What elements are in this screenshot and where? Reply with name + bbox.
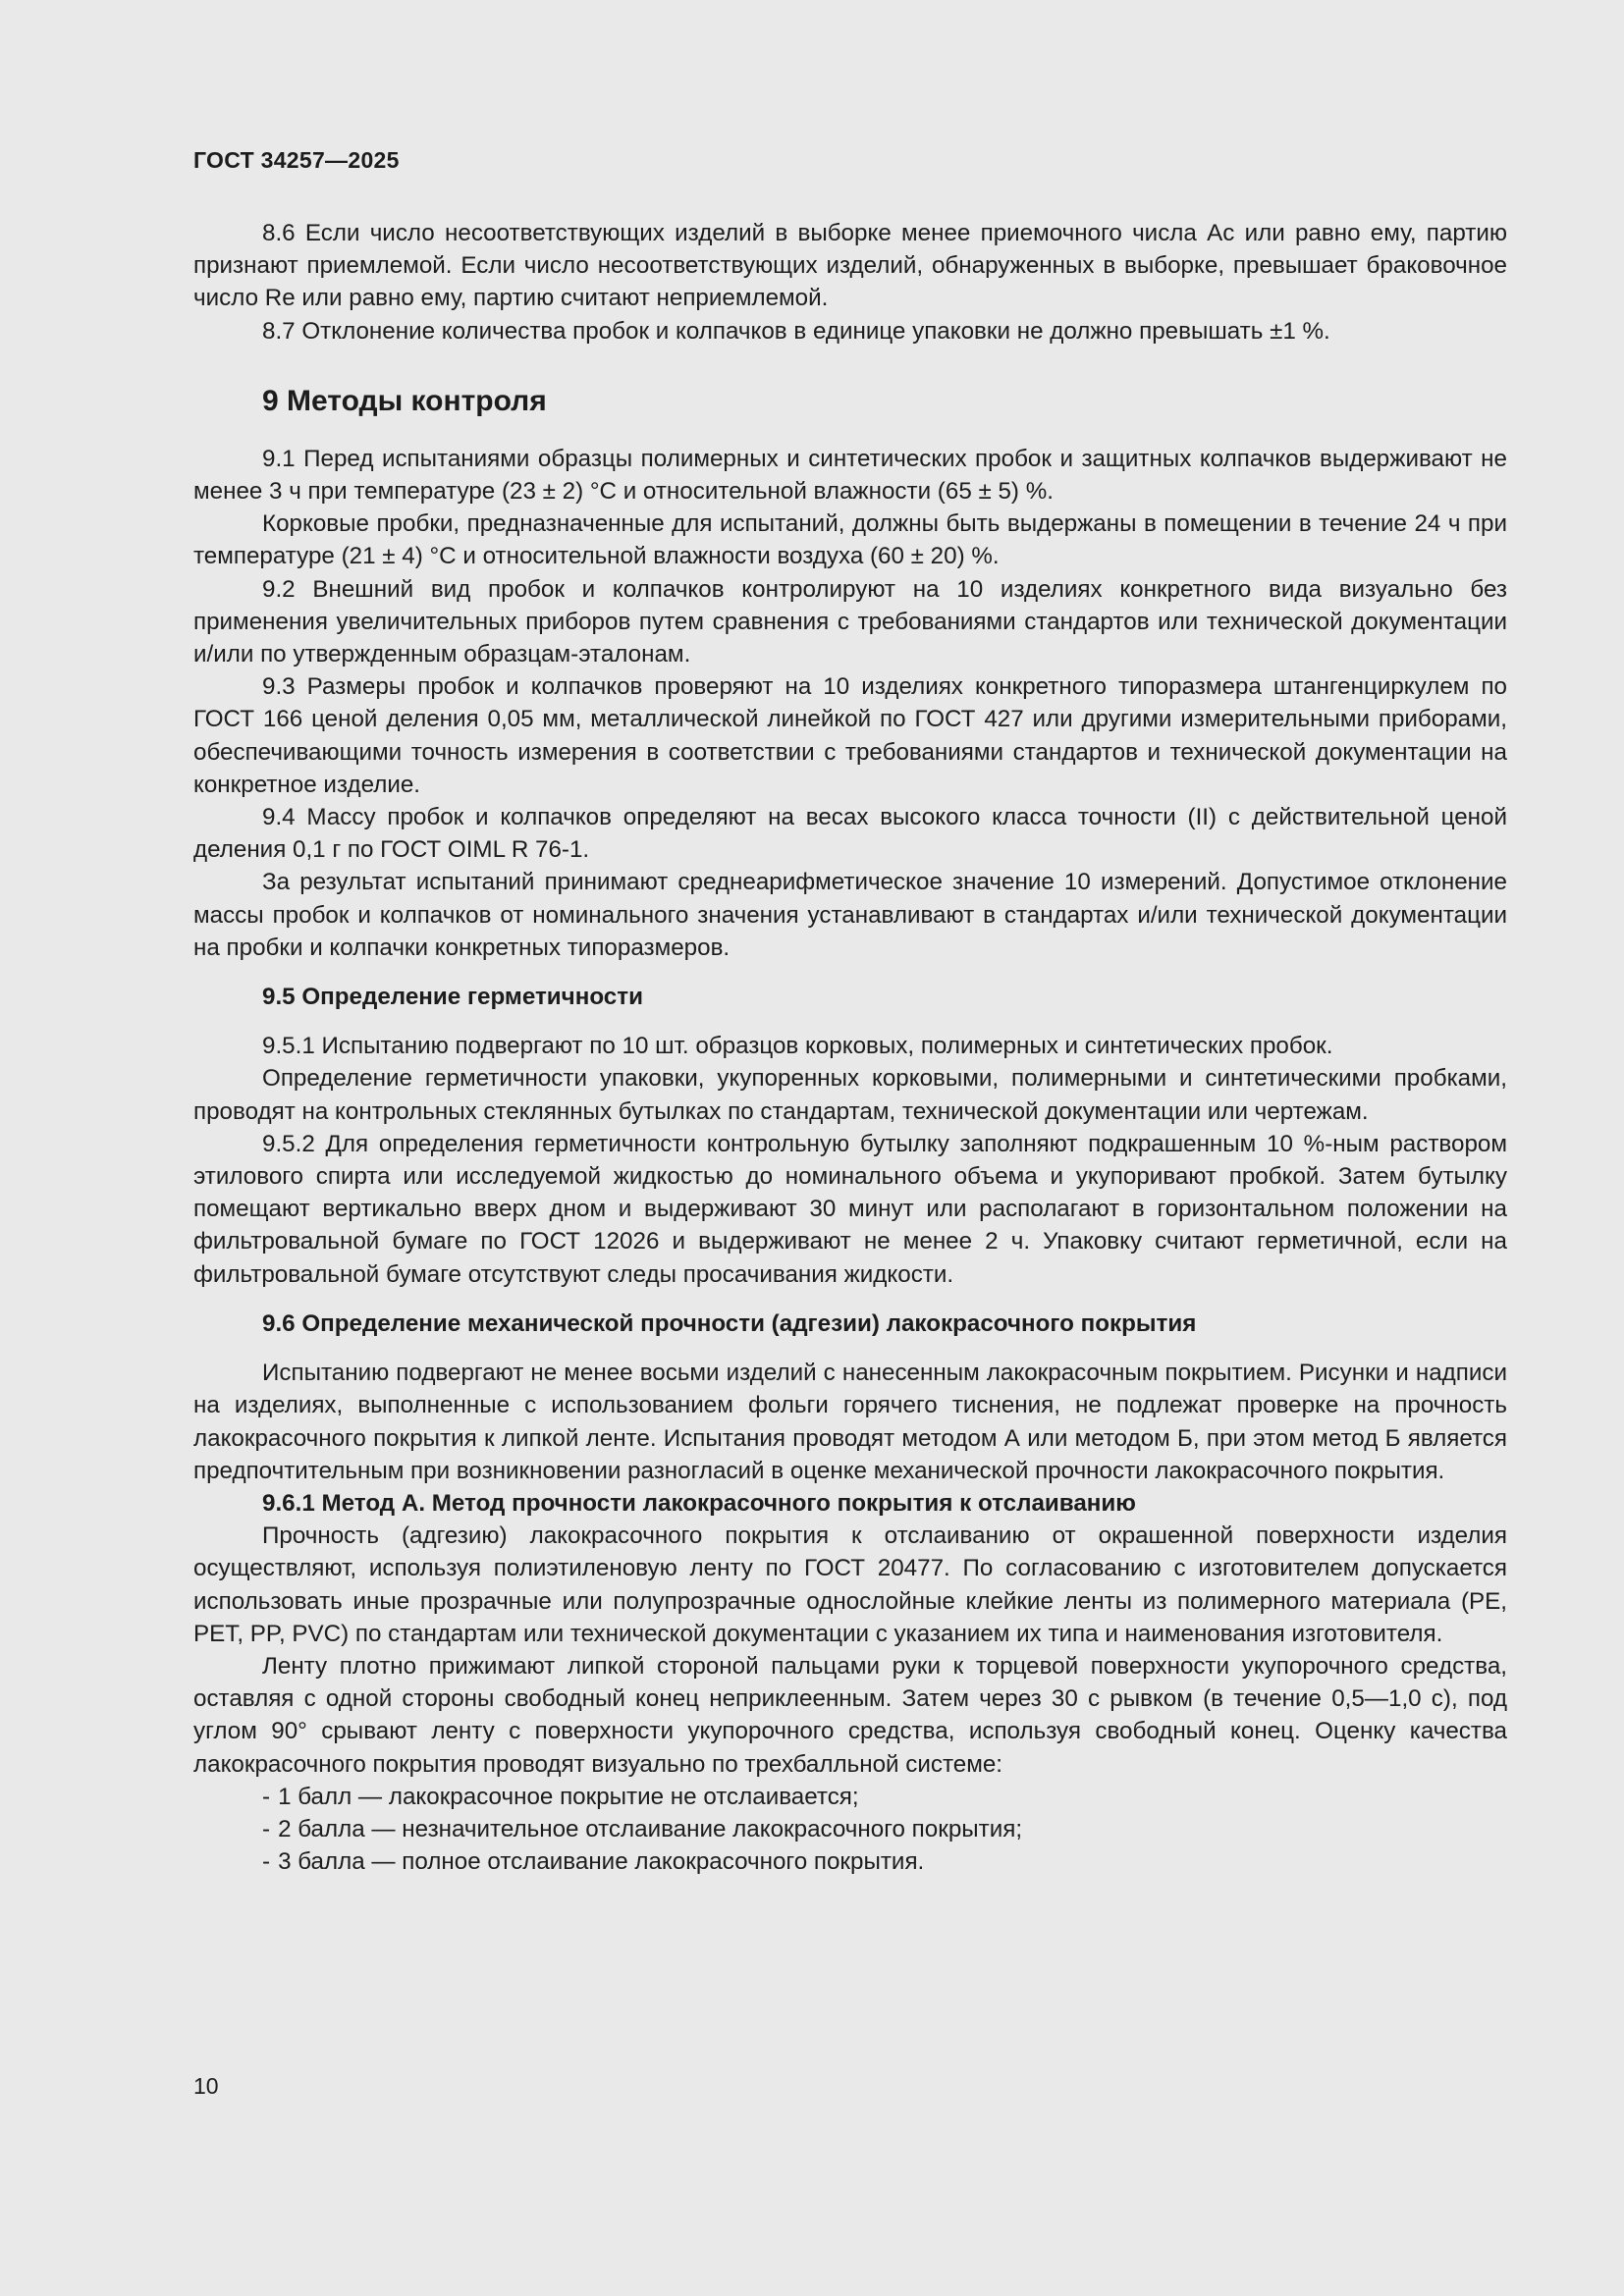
rating-scale-list (193, 1781, 1507, 1879)
paragraph-9-6-1b: Ленту плотно прижимают липкой стороной пальцами руки к торцевой поверхности укупорочного средства, оставляя с одной стороны свободный конец неприклеенным. Затем через 30 с рывком (в течение 0,5—1,0 с), под углом 90° срывают ленту с поверхности укупорочного средства, используя свободный конец. Оценку качества лакокрасочного покрытия проводят визуально по трехбалльной системе: (193, 1652, 1507, 1778)
subsection-9-6-heading: 9.6 Определение механической прочности (адгезии) лакокрасочного покрытия (262, 1309, 1197, 1337)
paragraph-9-1: 9.1 Перед испытаниями образцы полимерных и синтетических пробок и защитных колпачков выдерживают не менее 3 ч при температуре (23 ± 2) °С и относительной влажности (65 ± 5) %. (193, 445, 1507, 506)
list-item-text: 3 балла — полное отслаивание лакокрасочного покрытия. (278, 1848, 925, 1876)
document-code-header: ГОСТ 34257—2025 (193, 147, 400, 173)
dash-bullet: - (262, 1815, 271, 1842)
list-item (262, 1845, 1507, 1878)
subsection-9-6-1-heading: 9.6.1 Метод А. Метод прочности лакокрасочного покрытия к отслаиванию (262, 1489, 1136, 1517)
paragraph-9-3: 9.3 Размеры пробок и колпачков проверяют на 10 изделиях конкретного типоразмера штангенциркулем по ГОСТ 166 ценой деления 0,05 мм, металлической линейкой по ГОСТ 427 или другими измерительными приборами, обеспечивающими точность измерения в соответствии с требованиями стандартов и технической документации на конкретное изделие. (193, 673, 1507, 798)
document-page (193, 147, 1507, 1878)
dash-bullet: - (262, 1848, 271, 1876)
list-item-text: 1 балл — лакокрасочное покрытие не отслаивается; (278, 1783, 859, 1810)
page-number: 10 (193, 2073, 219, 2099)
paragraph-9-6: Испытанию подвергают не менее восьми изделий с нанесенным лакокрасочным покрытием. Рисунки и надписи на изделиях, выполненные с использованием фольги горячего тиснения, не подлежат проверке на прочность лакокрасочного покрытия к липкой ленте. Испытания проводят методом А или методом Б, при этом метод Б является предпочтительным при возникновении разногласий в оценке механической прочности лакокрасочного покрытия. (193, 1360, 1507, 1484)
paragraph-9-1-cork: Корковые пробки, предназначенные для испытаний, должны быть выдержаны в помещении в течение 24 ч при температуре (21 ± 4) °С и относительной влажности воздуха (60 ± 20) %. (193, 510, 1507, 570)
list-item (262, 1813, 1507, 1845)
dash-bullet: - (262, 1783, 271, 1810)
list-item-text: 2 балла — незначительное отслаивание лакокрасочного покрытия; (278, 1815, 1023, 1842)
paragraph-9-5-1b: Определение герметичности упаковки, укупоренных корковыми, полимерными и синтетическими пробками, проводят на контрольных стеклянных бутылках по стандартам, технической документации или чертежам. (193, 1065, 1507, 1125)
paragraph-9-2: 9.2 Внешний вид пробок и колпачков контролируют на 10 изделиях конкретного вида визуально без применения увеличительных приборов путем сравнения с требованиями стандартов или технической документации и/или по утвержденным образцам-эталонам. (193, 575, 1507, 668)
paragraph-8-6: 8.6 Если число несоответствующих изделий в выборке менее приемочного числа Ас или равно ему, партию признают приемлемой. Если число несоответствующих изделий, обнаруженных в выборке, превышает браковочное число Re или равно ему, партию считают неприемлемой. (193, 220, 1507, 312)
paragraph-9-4: 9.4 Массу пробок и колпачков определяют на весах высокого класса точности (II) с действительной ценой деления 0,1 г по ГОСТ OIML R 76-1. (193, 804, 1507, 864)
paragraph-9-5-2: 9.5.2 Для определения герметичности контрольную бутылку заполняют подкрашенным 10 %-ным раствором этилового спирта или исследуемой жидкостью до номинального объема и укупоривают пробкой. Затем бутылку помещают вертикально вверх дном и выдерживают 30 минут или располагают в горизонтальном положении на фильтровальной бумаге по ГОСТ 12026 и выдерживают не менее 2 ч. Упаковку считают герметичной, если на фильтровальной бумаге отсутствуют следы просачивания жидкости. (193, 1130, 1507, 1288)
section-9-heading: 9 Методы контроля (262, 384, 547, 417)
paragraph-9-5-1: 9.5.1 Испытанию подвергают по 10 шт. образцов корковых, полимерных и синтетических пробок. (262, 1033, 1333, 1060)
paragraph-9-6-1: Прочность (адгезию) лакокрасочного покрытия к отслаиванию от окрашенной поверхности изделия осуществляют, используя полиэтиленовую ленту по ГОСТ 20477. По согласованию с изготовителем допускается использовать иные прозрачные или полупрозрачные однослойные клейкие ленты из полимерного материала (PE, PET, PP, PVC) по стандартам или технической документации с указанием их типа и наименования изготовителя. (193, 1522, 1507, 1647)
subsection-9-5-heading: 9.5 Определение герметичности (262, 984, 643, 1011)
list-item (262, 1781, 1507, 1813)
paragraph-8-7: 8.7 Отклонение количества пробок и колпачков в единице упаковки не должно превышать ±1 %. (262, 317, 1330, 345)
paragraph-9-4-result: За результат испытаний принимают среднеарифметическое значение 10 измерений. Допустимое отклонение массы пробок и колпачков от номинального значения устанавливают в стандартах и/или технической документации на пробки и колпачки конкретных типоразмеров. (193, 869, 1507, 961)
